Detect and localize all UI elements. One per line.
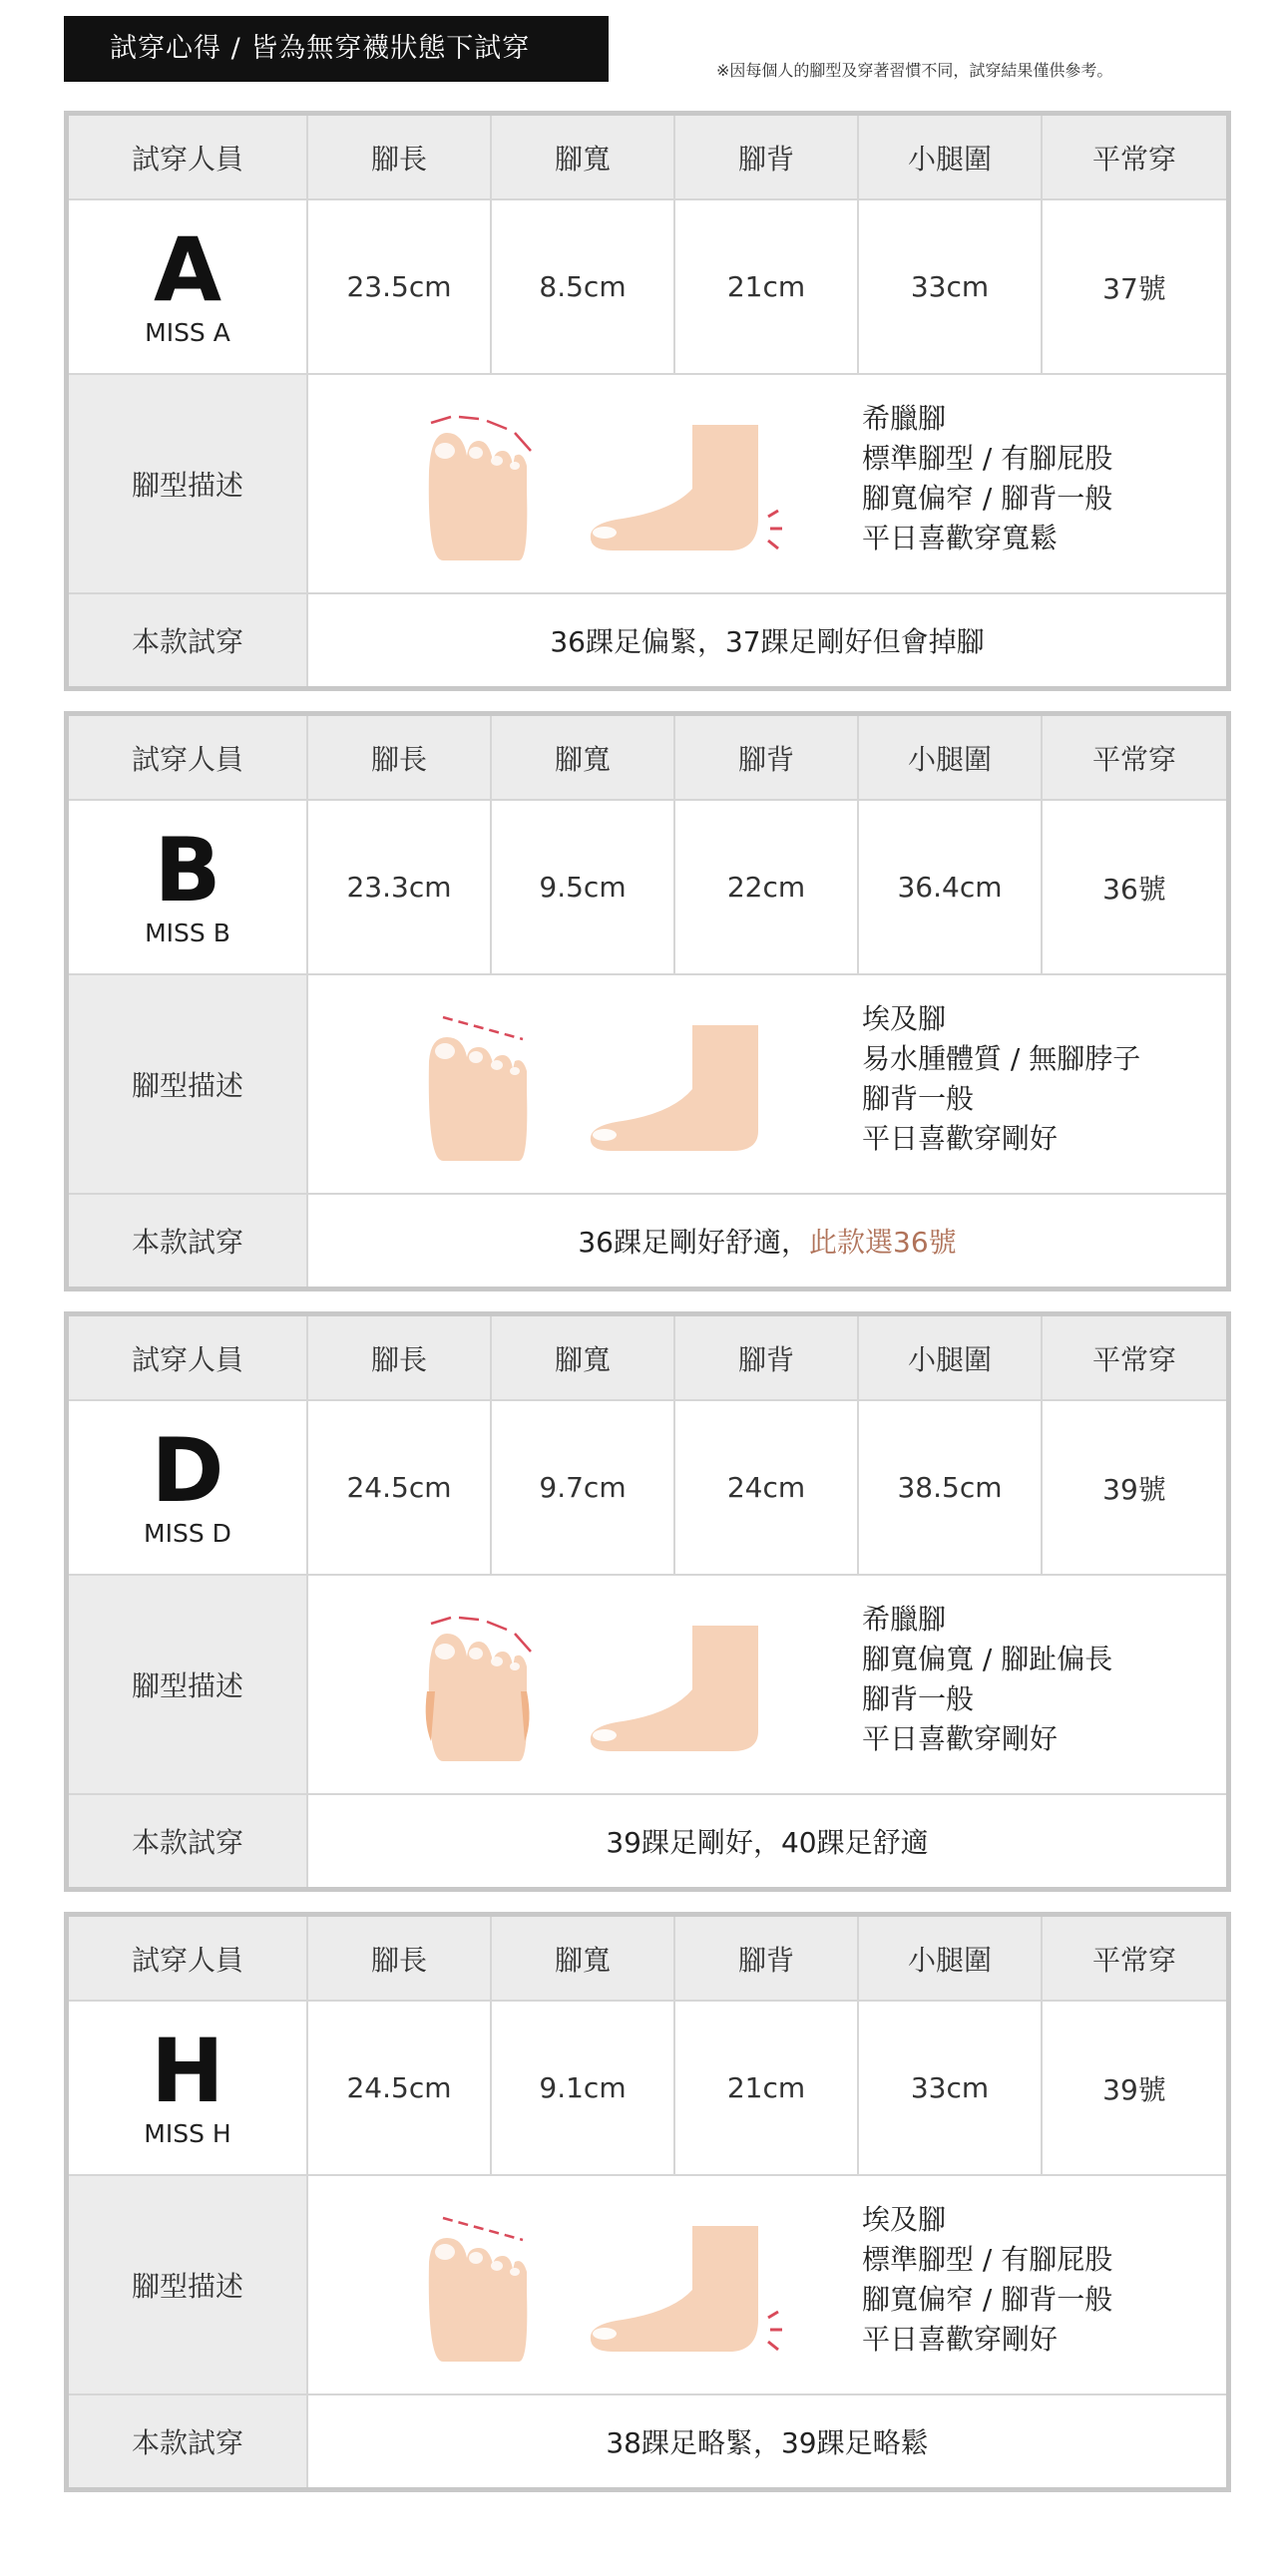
foot-length-value: 24.5cm [308, 1401, 492, 1574]
side-foot-illustration-icon [583, 1620, 782, 1759]
trial-result-main: 36踝足剛好舒適， [578, 1226, 809, 1259]
header-cell-width [492, 716, 675, 799]
header-cell-instep [675, 116, 859, 198]
description-line: 埃及腳 [862, 2203, 947, 2236]
header-cell-instep [675, 1917, 859, 2000]
toes-illustration-icon [423, 2212, 541, 2362]
header-cell-width [492, 116, 675, 198]
header-label: 腳長 [370, 1342, 427, 1376]
header-label: 腳長 [370, 1943, 427, 1977]
instep-value: 21cm [675, 200, 859, 373]
disclaimer-note: ※因每個人的腳型及穿著習慣不同，試穿結果僅供參考。 [716, 61, 1113, 80]
side-foot-illustration-icon [583, 1019, 782, 1159]
tester-letter: H [151, 2020, 224, 2122]
header-label: 腳寬 [554, 1943, 611, 1977]
trial-result-row [69, 2395, 1226, 2487]
tester-letter: B [154, 819, 221, 921]
trial-result-label: 本款試穿 [69, 594, 308, 686]
tester-letter: A [153, 218, 222, 321]
table-header-row [69, 116, 1226, 200]
table-header-row [69, 1316, 1226, 1401]
header-label: 試穿人員 [131, 742, 243, 776]
header-cell-calf [859, 116, 1043, 198]
tester-card-a [64, 111, 1231, 691]
measurement-row [69, 200, 1226, 375]
header-cell-person [69, 716, 308, 799]
description-line: 平日喜歡穿剛好 [862, 1722, 1059, 1755]
foot-shape-row [69, 2176, 1226, 2395]
description-line: 平日喜歡穿剛好 [862, 2323, 1059, 2356]
foot-length-value: 24.5cm [308, 2002, 492, 2174]
tester-id [69, 801, 308, 973]
foot-shape-label: 腳型描述 [69, 2176, 308, 2393]
trial-result-label: 本款試穿 [69, 1795, 308, 1887]
table-header-row [69, 716, 1226, 801]
description-line: 標準腳型 / 有腳屁股 [862, 2243, 1113, 2276]
toes-illustration-icon [423, 1011, 541, 1161]
calf-value: 38.5cm [859, 1401, 1043, 1574]
header-label: 腳寬 [554, 1342, 611, 1376]
description-line: 平日喜歡穿剛好 [862, 1122, 1059, 1155]
header-label: 試穿人員 [131, 1342, 243, 1376]
trial-result-main: 38踝足略緊，39踝足略鬆 [606, 2426, 929, 2459]
description-line: 標準腳型 / 有腳屁股 [862, 442, 1113, 475]
foot-shape-description [862, 2200, 1112, 2360]
foot-length-value: 23.3cm [308, 801, 492, 973]
description-line: 腳寬偏寬 / 腳趾偏長 [862, 1643, 1113, 1675]
instep-value: 21cm [675, 2002, 859, 2174]
measurement-row [69, 2002, 1226, 2176]
description-line: 希臘腳 [862, 1603, 947, 1636]
calf-value: 36.4cm [859, 801, 1043, 973]
foot-shape-label: 腳型描述 [69, 1576, 308, 1793]
header-cell-person [69, 1917, 308, 2000]
trial-result-label: 本款試穿 [69, 2395, 308, 2487]
measurement-row [69, 801, 1226, 975]
header-cell-length [308, 1316, 492, 1399]
trial-result-highlight: 此款選36號 [809, 1226, 957, 1259]
trial-result-row [69, 594, 1226, 686]
trial-result-row [69, 1795, 1226, 1887]
header-label: 腳寬 [554, 142, 611, 176]
header-cell-calf [859, 716, 1043, 799]
toes-illustration-icon [423, 1612, 541, 1761]
tester-card-b [64, 711, 1231, 1291]
description-line: 腳背一般 [862, 1082, 975, 1115]
header-label: 小腿圍 [907, 742, 992, 776]
foot-shape-row [69, 1576, 1226, 1795]
trial-result-text [308, 1795, 1226, 1887]
foot-shape-label: 腳型描述 [69, 975, 308, 1193]
foot-width-value: 9.5cm [492, 801, 675, 973]
trial-result-text [308, 2395, 1226, 2487]
tester-id [69, 1401, 308, 1574]
tester-name: MISS B [145, 919, 230, 947]
foot-shape-description [862, 399, 1112, 558]
header-cell-length [308, 716, 492, 799]
usual-size-value: 39號 [1102, 1472, 1166, 1506]
header-label: 腳背 [737, 1342, 794, 1376]
header-label: 試穿人員 [131, 1943, 243, 1977]
header-label: 平常穿 [1091, 142, 1176, 176]
tester-id [69, 2002, 308, 2174]
header-label: 小腿圍 [907, 1342, 992, 1376]
header-label: 小腿圍 [907, 142, 992, 176]
header-label: 小腿圍 [907, 1943, 992, 1977]
trial-result-main: 39踝足剛好，40踝足舒適 [606, 1826, 929, 1859]
description-line: 腳背一般 [862, 1682, 975, 1715]
tester-name: MISS H [144, 2119, 231, 2148]
tester-name: MISS D [144, 1519, 231, 1548]
instep-value: 22cm [675, 801, 859, 973]
header-banner: 試穿心得 / 皆為無穿襪狀態下試穿 [64, 16, 609, 82]
usual-size-value: 39號 [1102, 2072, 1166, 2106]
header-label: 腳背 [737, 142, 794, 176]
table-header-row [69, 1917, 1226, 2002]
header-cell-instep [675, 716, 859, 799]
toes-illustration-icon [423, 411, 541, 560]
header-cell-length [308, 116, 492, 198]
description-line: 腳寬偏窄 / 腳背一般 [862, 2283, 1113, 2316]
foot-length-value: 23.5cm [308, 200, 492, 373]
header-label: 平常穿 [1091, 742, 1176, 776]
header-cell-length [308, 1917, 492, 2000]
calf-value: 33cm [859, 200, 1043, 373]
header-label: 腳背 [737, 742, 794, 776]
foot-shape-row [69, 975, 1226, 1195]
header-label: 試穿人員 [131, 142, 243, 176]
foot-width-value: 9.7cm [492, 1401, 675, 1574]
trial-result-text [308, 1195, 1226, 1287]
description-line: 腳寬偏窄 / 腳背一般 [862, 482, 1113, 515]
description-line: 希臘腳 [862, 402, 947, 435]
header-cell-usual [1043, 116, 1226, 198]
side-foot-illustration-icon [583, 2220, 782, 2360]
tester-card-d [64, 1311, 1231, 1892]
trial-result-row [69, 1195, 1226, 1287]
foot-width-value: 8.5cm [492, 200, 675, 373]
tester-name: MISS A [145, 318, 230, 347]
instep-value: 24cm [675, 1401, 859, 1574]
header-cell-usual [1043, 1316, 1226, 1399]
trial-result-main: 36踝足偏緊，37踝足剛好但會掉腳 [550, 625, 985, 658]
header-cell-width [492, 1316, 675, 1399]
description-line: 易水腫體質 / 無腳脖子 [862, 1042, 1141, 1075]
side-foot-illustration-icon [583, 419, 782, 558]
header-cell-person [69, 116, 308, 198]
header-label: 腳長 [370, 142, 427, 176]
tester-letter: D [151, 1419, 224, 1522]
header-cell-instep [675, 1316, 859, 1399]
header-label: 腳寬 [554, 742, 611, 776]
header-label: 平常穿 [1091, 1342, 1176, 1376]
foot-shape-label: 腳型描述 [69, 375, 308, 592]
header-label: 平常穿 [1091, 1943, 1176, 1977]
header-cell-calf [859, 1316, 1043, 1399]
foot-width-value: 9.1cm [492, 2002, 675, 2174]
usual-size-value: 37號 [1102, 271, 1166, 305]
header-cell-calf [859, 1917, 1043, 2000]
header-cell-person [69, 1316, 308, 1399]
header-label: 腳長 [370, 742, 427, 776]
trial-result-label: 本款試穿 [69, 1195, 308, 1287]
tester-card-h [64, 1912, 1231, 2492]
foot-shape-description [862, 999, 1140, 1159]
header-cell-width [492, 1917, 675, 2000]
header-cell-usual [1043, 716, 1226, 799]
header-cell-usual [1043, 1917, 1226, 2000]
trial-result-text [308, 594, 1226, 686]
calf-value: 33cm [859, 2002, 1043, 2174]
usual-size-value: 36號 [1102, 872, 1166, 906]
foot-shape-description [862, 1600, 1112, 1759]
measurement-row [69, 1401, 1226, 1576]
description-line: 埃及腳 [862, 1002, 947, 1035]
tester-id [69, 200, 308, 373]
foot-shape-row [69, 375, 1226, 594]
header-label: 腳背 [737, 1943, 794, 1977]
description-line: 平日喜歡穿寬鬆 [862, 522, 1059, 554]
